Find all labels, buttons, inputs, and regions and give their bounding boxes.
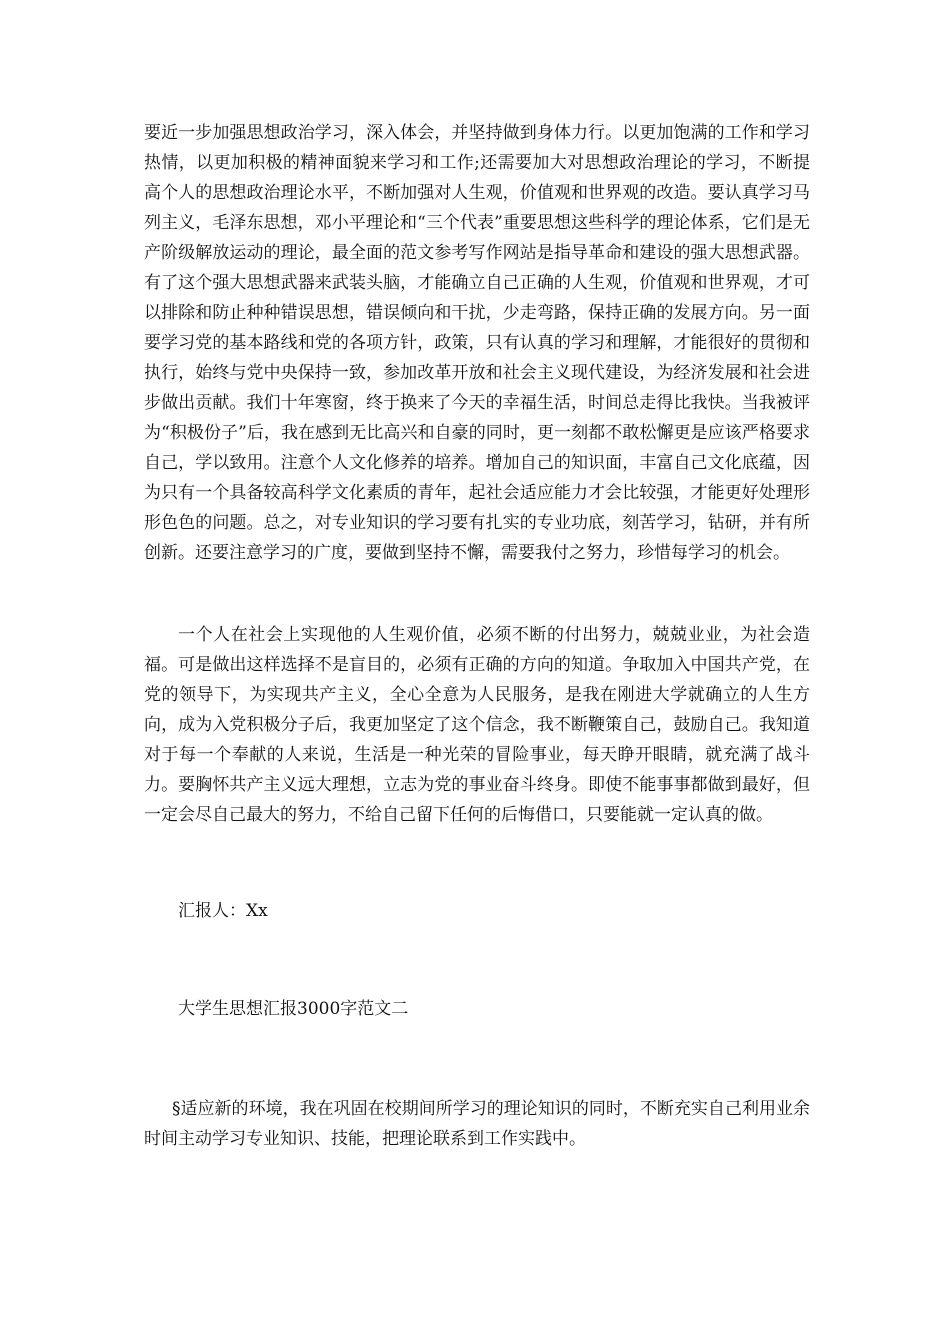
paragraph-2: 一个人在社会上实现他的人生观价值，必须不断的付出努力，兢兢业业，为社会造福。可是做出这样选择不是盲目的，必须有正确的方向的知道。争取加入中国共产党，在党的领导下，为实现共产主义，全心全意为人民服务，是我在刚进大学就确立的人生方向，成为入党积极分子后，我更加坚定了这个信念，我不断鞭策自己，鼓励自己。我知道对于每一个奉献的人来说，生活是一种光荣的冒险事业，每天睁开眼睛，就充满了战斗力。要胸怀共产主义远大理想，立志为党的事业奋斗终身。即使不能事事都做到最好，但一定会尽自己最大的努力，不给自己留下任何的后悔借口，只要能就一定认真的做。 xyxy=(144,625,810,825)
paragraph-3: §适应新的环境，我在巩固在校期间所学习的理论知识的同时，不断充实自己利用业余时间主动学习专业知识、技能，把理论联系到工作实践中。 xyxy=(144,1099,810,1149)
paragraph-1: 要近一步加强思想政治学习，深入体会，并坚持做到身体力行。以更加饱满的工作和学习热情，以更加积极的精神面貌来学习和工作;还需要加大对思想政治理论的学习，不断提高个人的思想政治理论水平，不断加强对人生观，价值观和世界观的改造。要认真学习马列主义，毛泽东思想，邓小平理论和“三个代表”重要思想这些科学的理论体系，它们是无产阶级解放运动的理论，最全面的范文参考写作网站是指导革命和建设的强大思想武器。有了这个强大思想武器来武装头脑，才能确立自己正确的人生观，价值观和世界观，才可以排除和防止种种错误思想，错误倾向和干扰，少走弯路，保持正确的发展方向。另一面要学习党的基本路线和党的各项方针，政策，只有认真的学习和理解，才能很好的贯彻和执行，始终与党中央保持一致，参加改革开放和社会主义现代建设，为经济发展和社会进步做出贡献。我们十年寒窗，终于换来了今天的幸福生活，时间总走得比我快。当我被评为“积极份子”后，我在感到无比高兴和自豪的同时，更一刻都不敢松懈更是应该严格要求自己，学以致用。注意个人文化修养的培养。增加自己的知识面，丰富自己文化底蕴，因为只有一个具备较高科学文化素质的青年，起社会适应能力才会比较强，才能更好处理形形色色的问题。总之，对专业知识的学习要有扎实的专业功底，刻苦学习，钻研，并有所创新。还要注意学习的广度，要做到坚持不懈，需要我付之努力，珍惜每学习的机会。 xyxy=(144,123,810,563)
reporter-line: 汇报人：Xx xyxy=(178,901,268,921)
section-title: 大学生思想汇报3000字范文二 xyxy=(178,999,409,1019)
